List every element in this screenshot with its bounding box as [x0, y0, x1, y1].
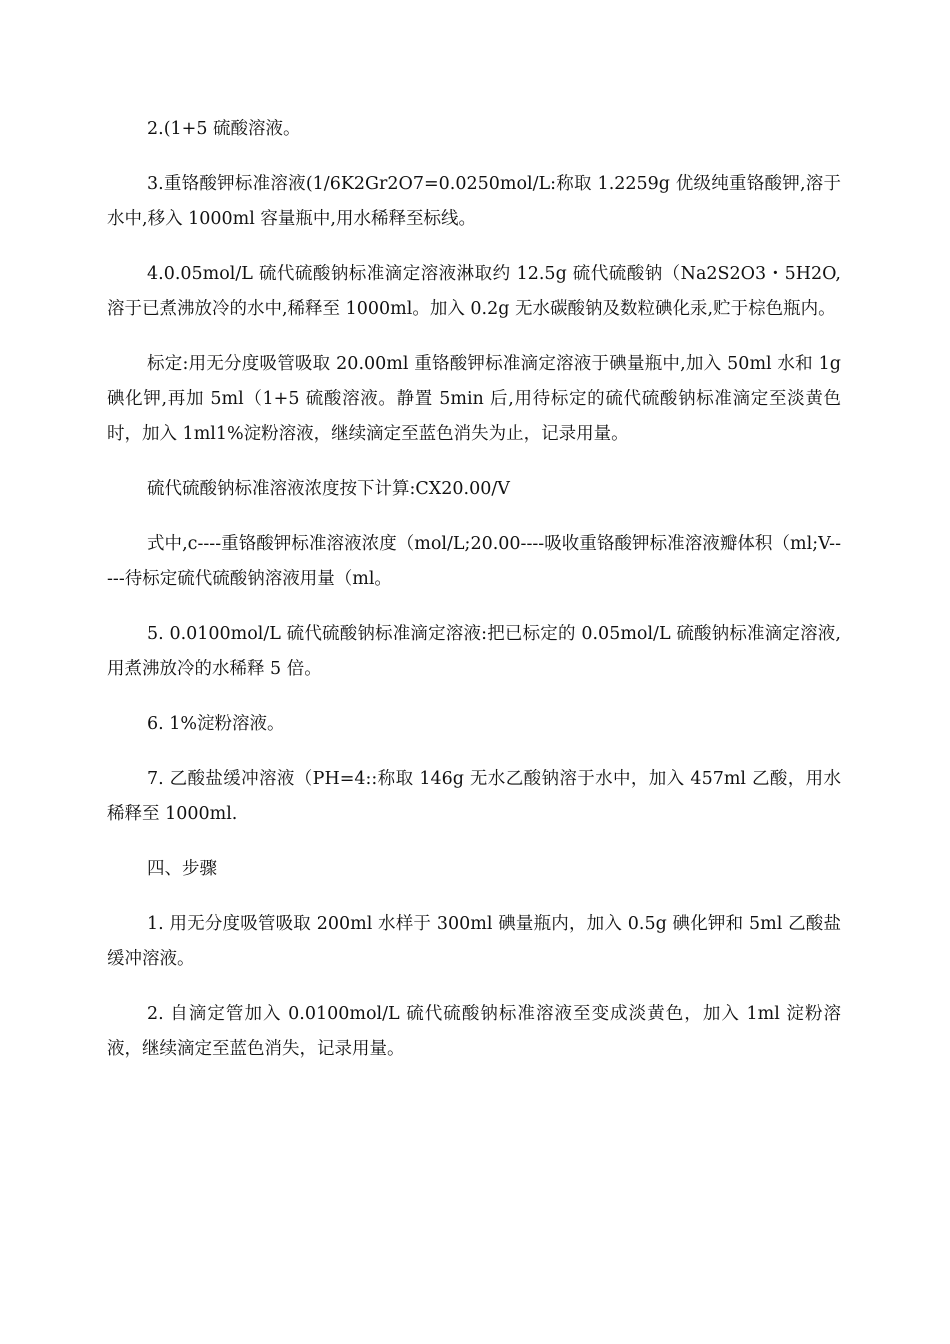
- paragraph-formula: 硫代硫酸钠标准溶液浓度按下计算:CX20.00/V: [147, 479, 510, 499]
- paragraph-formula-notes: 式中,c----重铬酸钾标准溶液浓度（mol/L;20.00----吸收重铬酸钾标准溶液瓣体积（ml;V-----待标定硫代硫酸钠溶液用量（ml。: [107, 534, 841, 589]
- paragraph-step-1: 1. 用无分度吸管吸取 200ml 水样于 300ml 碘量瓶内，加入 0.5g 碘化钾和 5ml 乙酸盐缓冲溶液。: [107, 914, 841, 969]
- document-body: [107, 112, 841, 1087]
- paragraph-reagent-6: 6. 1%淀粉溶液。: [147, 714, 285, 734]
- paragraph-step-2: 2. 自滴定管加入 0.0100mol/L 硫代硫酸钠标准溶液至变成淡黄色，加入 1ml 淀粉溶液，继续滴定至蓝色消失，记录用量。: [107, 1004, 841, 1059]
- section-heading-steps: 四、步骤: [147, 859, 217, 879]
- paragraph-reagent-4: 4.0.05mol/L 硫代硫酸钠标准滴定溶液淋取约 12.5g 硫代硫酸钠（Na2S2O3・5H2O,溶于已煮沸放冷的水中,稀释至 1000ml。加入 0.2g 无水碳酸钠及数粒碘化汞,贮于棕色瓶内。: [107, 264, 841, 319]
- paragraph-reagent-7: 7. 乙酸盐缓冲溶液（PH=4::称取 146g 无水乙酸钠溶于水中，加入 457ml 乙酸，用水稀释至 1000ml.: [107, 769, 841, 824]
- paragraph-reagent-3: 3.重铬酸钾标准溶液(1/6K2Gr2O7=0.0250mol/L:称取 1.2259g 优级纯重铬酸钾,溶于水中,移入 1000ml 容量瓶中,用水稀释至标线。: [107, 174, 841, 229]
- paragraph-reagent-2: 2.(1+5 硫酸溶液。: [147, 119, 301, 139]
- paragraph-calibration: 标定:用无分度吸管吸取 20.00ml 重铬酸钾标准滴定溶液于碘量瓶中,加入 50ml 水和 1g 碘化钾,再加 5ml（1+5 硫酸溶液。静置 5min 后,用待标定的硫代硫酸钠标准滴定至淡黄色时，加入 1ml1%淀粉溶液，继续滴定至蓝色消失为止，记录用量。: [107, 354, 841, 444]
- paragraph-reagent-5: 5. 0.0100mol/L 硫代硫酸钠标准滴定溶液:把已标定的 0.05mol/L 硫酸钠标准滴定溶液,用煮沸放冷的水稀释 5 倍。: [107, 624, 841, 679]
